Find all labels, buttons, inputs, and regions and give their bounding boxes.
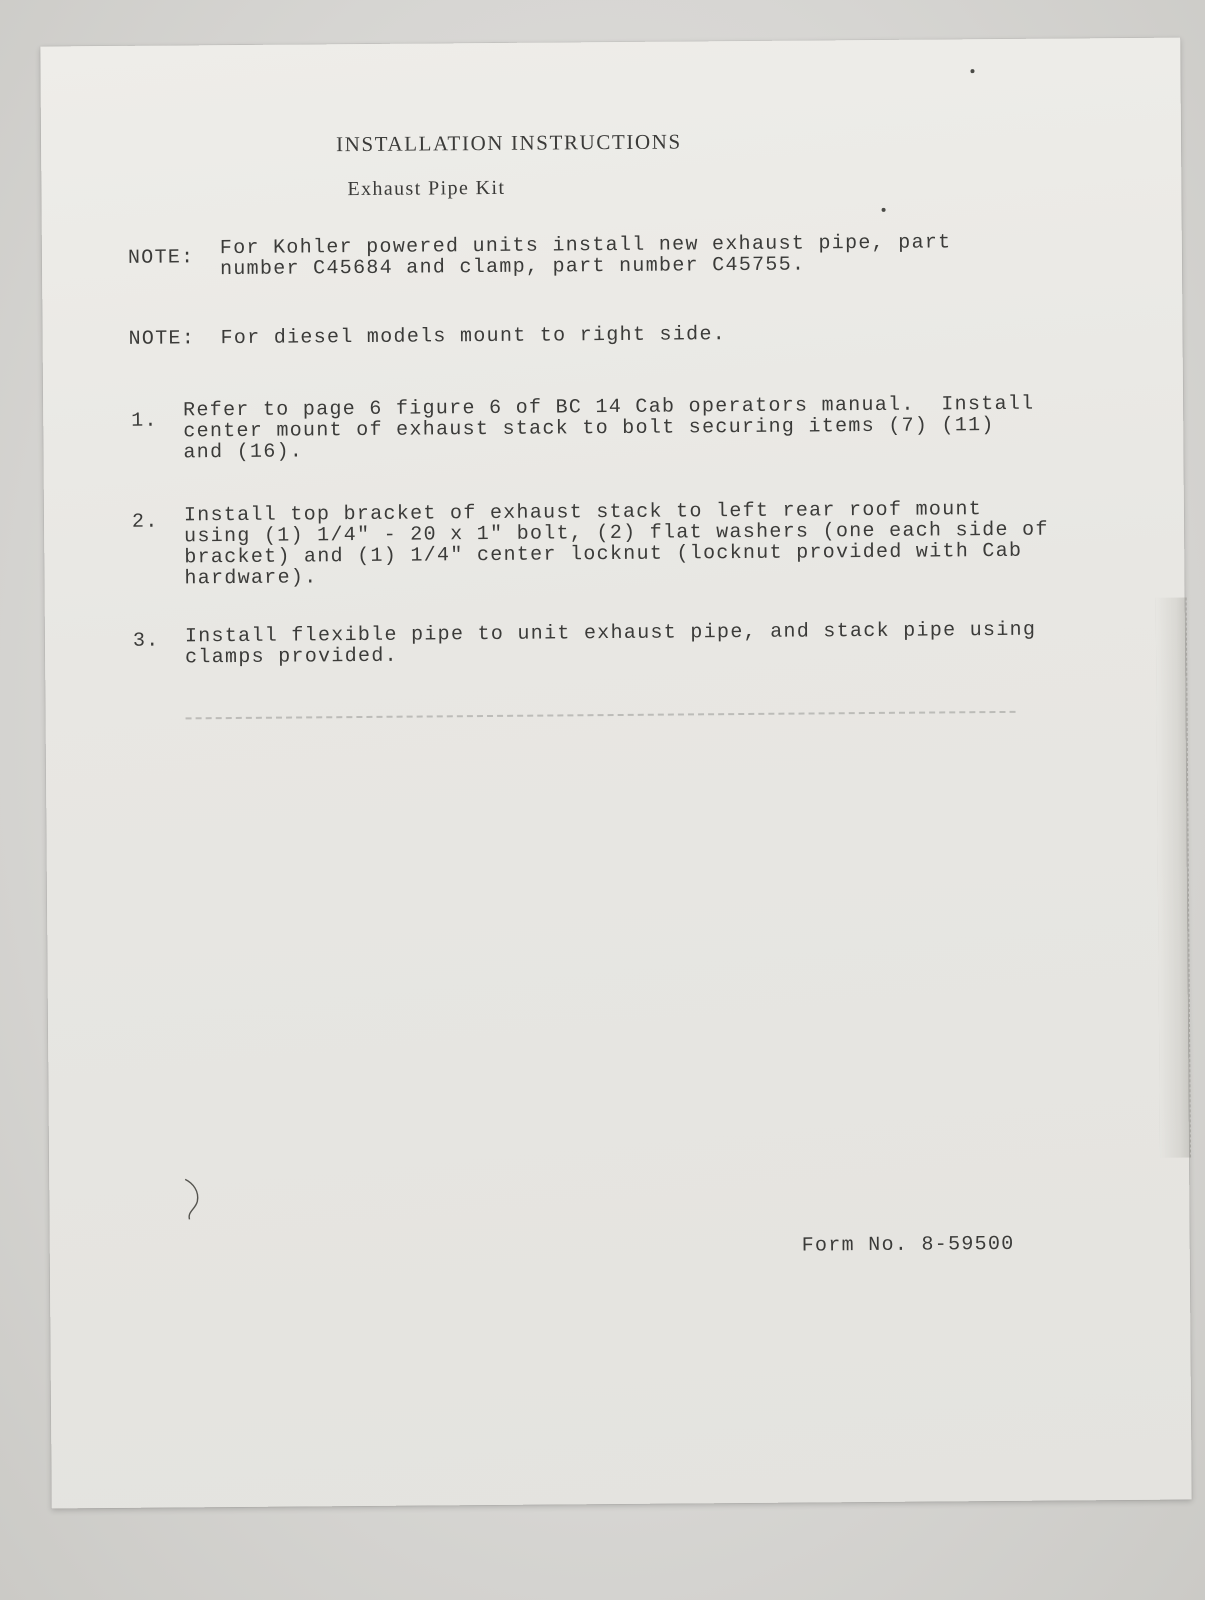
- separator-line: [186, 711, 1016, 720]
- step-number: 3.: [132, 629, 160, 653]
- torn-edge: [1156, 598, 1191, 1158]
- document-subtitle: Exhaust Pipe Kit: [347, 176, 506, 201]
- note-label: NOTE:: [128, 327, 196, 351]
- step-text: Install flexible pipe to unit exhaust pipe, and stack pipe using clamps provided.: [184, 618, 1037, 670]
- step-number: 2.: [131, 510, 159, 534]
- paper-sheet: [40, 38, 1191, 1509]
- speck: [970, 69, 974, 73]
- speck: [882, 208, 886, 212]
- note-text: For diesel models mount to right side.: [220, 323, 727, 351]
- form-number: Form No. 8-59500: [801, 1232, 1015, 1258]
- step-text: Install top bracket of exhaust stack to left rear roof mount using (1) 1/4" - 20 x 1" bolt, (2) flat washers (one each side of bracket) and (1) 1/4" center locknut (locknut provided with Cab hardware).: [183, 498, 1049, 591]
- step-text: Refer to page 6 figure 6 of BC 14 Cab operators manual. Install center mount of exhaust stack to bolt securing items (7) (11) and (16).: [183, 392, 1035, 465]
- document-title: INSTALLATION INSTRUCTIONS: [335, 129, 682, 157]
- step-number: 1.: [131, 409, 158, 433]
- note-label: NOTE:: [127, 246, 195, 270]
- note-text: For Kohler powered units install new exhaust pipe, part number C45684 and clamp, part number C45755.: [219, 231, 952, 282]
- pencil-mark: [179, 1175, 209, 1225]
